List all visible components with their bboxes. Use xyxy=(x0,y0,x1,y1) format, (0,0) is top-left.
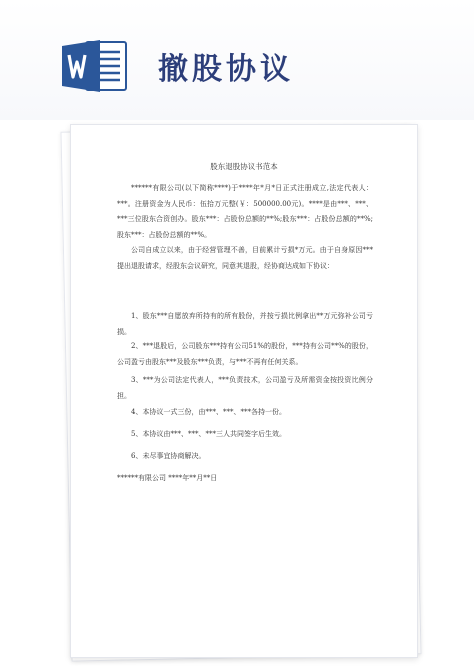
word-icon xyxy=(60,38,130,94)
clause-1: 1、股东***自愿放弃所持有的所有股份，并按亏损比例拿出**万元弥补公司亏损。 xyxy=(117,312,373,336)
clause-5: 5、本协议由***、***、***三人共同签字后生效。 xyxy=(131,430,286,438)
page-title: 撤股协议 xyxy=(158,52,294,87)
clause-4: 4、本协议一式三份，由***、***、***各持一份。 xyxy=(131,408,286,416)
clause-2: 2、***退股后，公司股东***持有公司51%的股份，***持有公司**%的股份，公司盈亏由股东***及股东***负责，与***不再有任何关系。 xyxy=(117,342,373,366)
clause-6: 6、未尽事宜协商解决。 xyxy=(131,452,206,460)
document-page xyxy=(70,124,418,658)
signature-line: ******有限公司 ****年**月**日 xyxy=(117,474,218,482)
clause-3: 3、***为公司法定代表人，***负责技术，公司盈亏及所需资金按投资比例分担。 xyxy=(117,376,373,400)
paragraph-intro: ******有限公司(以下简称****)于****年*月*日正式注册成立,法定代表人：***。注册资金为人民币：伍拾万元整(￥：500000.00元)。****是由***、***、***三位股东合资创办。股东***：占股份总额的**%;股东***：占股份总额的**%;股东***：占股份总额的**%。 xyxy=(117,184,373,239)
paragraph-background: 公司自成立以来，由于经营管理不善，目前累计亏损*万元。由于自身原因***提出退股请求，经股东会议研究，同意其退股，经协商达成如下协议： xyxy=(117,246,373,270)
document-title: 股东退股协议书范本 xyxy=(210,162,278,171)
header-banner xyxy=(0,0,474,120)
